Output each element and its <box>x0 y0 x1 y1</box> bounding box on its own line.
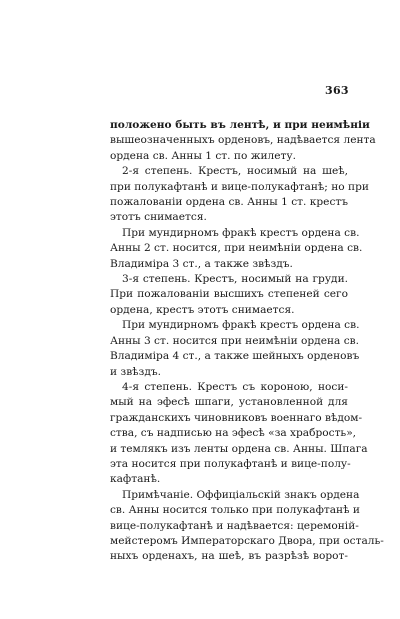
page-body-text <box>110 118 384 565</box>
text-line: эта носится при полукафтанѣ и вице-полу- <box>110 457 351 470</box>
text-line: Анны 2 ст. носится, при неимѣніи ордена св. <box>110 242 363 255</box>
text-line: При мундирномъ фракѣ крестъ ордена св. <box>122 319 360 332</box>
text-line: При мундирномъ фракѣ крестъ ордена св. <box>122 226 360 239</box>
text-line: и темлякъ изъ ленты ордена св. Анны. Шпага <box>110 442 368 455</box>
page-number: 363 <box>325 84 349 97</box>
text-line: ордена св. Анны 1 ст. по жилету. <box>110 149 296 162</box>
text-line: При пожалованіи высшихъ степеней сего <box>110 288 348 301</box>
text-line: Анны 3 ст. носится при неимѣніи ордена св. <box>110 334 359 347</box>
text-line: мый на эфесѣ шпаги, установленной для <box>110 396 348 409</box>
text-line: ордена, крестъ этотъ снимается. <box>110 303 295 316</box>
text-line: вышеозначенныхъ орденовъ, надѣвается лента <box>110 134 376 147</box>
text-line: этотъ снимается. <box>110 211 207 224</box>
text-line: Владиміра 4 ст., а также шейныхъ орденовъ <box>110 350 360 363</box>
text-line: положено быть въ лентѣ, и при неимѣніи <box>110 119 370 131</box>
text-line: 2-я степень. Крестъ, носимый на шеѣ, <box>122 165 348 178</box>
text-line: ныхъ орденахъ, на шеѣ, въ разрѣзѣ ворот- <box>110 550 348 563</box>
text-line: пожалованіи ордена св. Анны 1 ст. крестъ <box>110 196 348 209</box>
text-line: 3-я степень. Крестъ, носимый на груди. <box>122 273 348 286</box>
text-line: при полукафтанѣ и вице-полукафтанѣ; но при <box>110 180 369 193</box>
text-line: Примѣчаніе. Оффиціальскій знакъ ордена <box>122 488 360 501</box>
text-line: кафтанѣ. <box>110 473 161 486</box>
text-line: вице-полукафтанѣ и надѣвается: церемоній- <box>110 519 359 532</box>
text-line: гражданскихъ чиновниковъ военнаго вѣдом- <box>110 411 363 424</box>
text-line: Владиміра 3 ст., а также звѣздъ. <box>110 257 293 270</box>
text-line: ства, съ надписью на эфесѣ «за храбрость», <box>110 427 357 440</box>
text-line: мейстеромъ Императорскаго Двора, при осталь- <box>110 534 384 547</box>
text-line: 4-я степень. Крестъ съ короною, носи- <box>122 380 348 393</box>
text-line: св. Анны носится только при полукафтанѣ и <box>110 504 360 517</box>
text-line: и звѣздъ. <box>110 365 161 378</box>
